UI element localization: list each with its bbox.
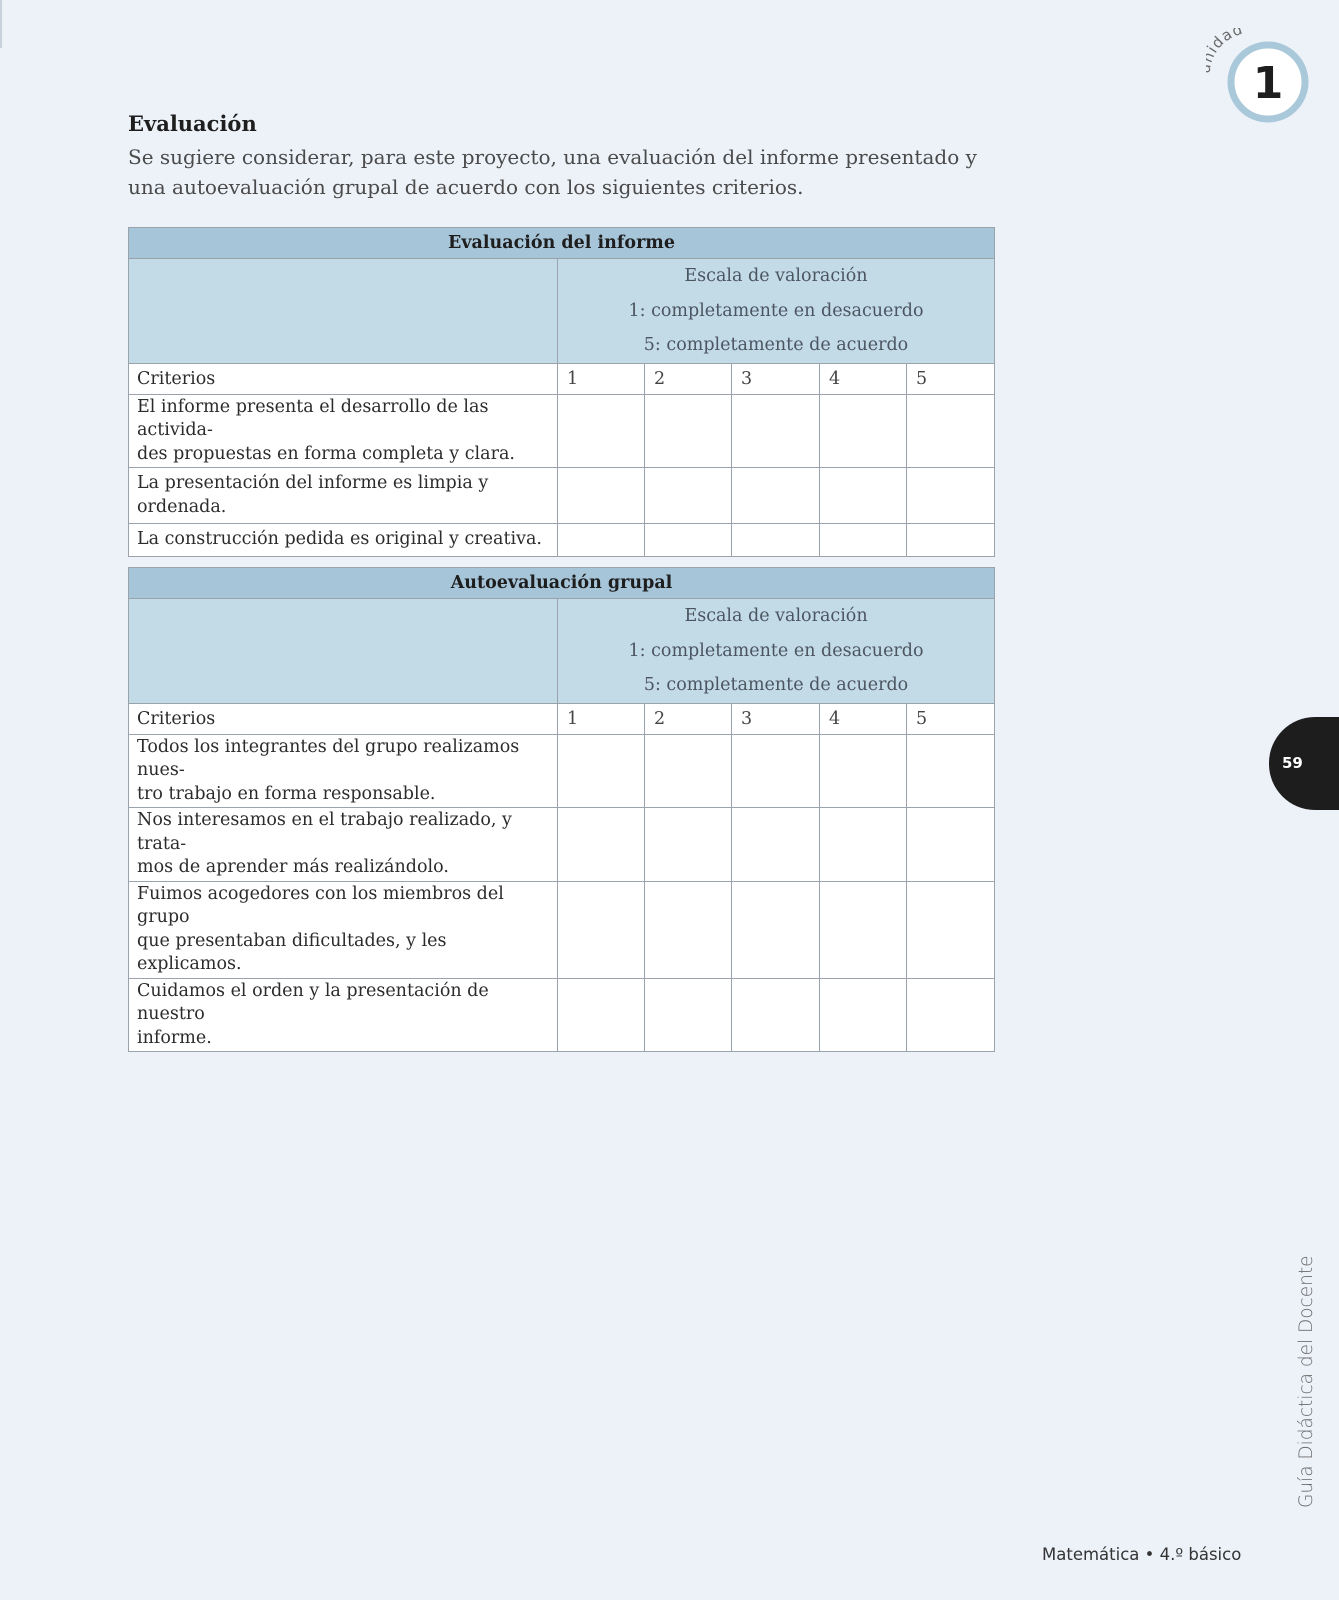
criterion-text: La presentación del informe es limpia y ordenada.	[129, 468, 558, 524]
table-row	[129, 468, 995, 524]
criterion-text: Todos los integrantes del grupo realizamos nues- tro trabajo en forma responsable.	[129, 734, 558, 808]
rating-cell[interactable]	[820, 881, 907, 978]
rating-cell[interactable]	[645, 524, 732, 557]
rating-cell[interactable]	[732, 468, 820, 524]
rating-cell[interactable]	[820, 808, 907, 882]
rating-cell[interactable]	[558, 468, 645, 524]
table-row	[129, 978, 995, 1052]
rating-cell[interactable]	[558, 808, 645, 882]
rating-cell[interactable]	[558, 881, 645, 978]
rating-cell[interactable]	[558, 978, 645, 1052]
unit-badge	[1206, 28, 1316, 128]
criterion-text: Cuidamos el orden y la presentación de nuestro informe.	[129, 978, 558, 1052]
rating-cell[interactable]	[645, 468, 732, 524]
rating-cell[interactable]	[820, 394, 907, 468]
scale-title: Escala de valoración	[684, 606, 868, 626]
criteria-header: Criterios	[129, 703, 558, 734]
rating-cell[interactable]	[732, 394, 820, 468]
scale-value-header: 2	[645, 703, 732, 734]
rating-cell[interactable]	[645, 394, 732, 468]
page-number: 59	[1282, 754, 1303, 772]
report-evaluation-table	[128, 227, 995, 557]
scale-value-header: 5	[907, 703, 995, 734]
table-row	[129, 394, 995, 468]
rating-cell[interactable]	[732, 978, 820, 1052]
rating-cell[interactable]	[558, 734, 645, 808]
rating-cell[interactable]	[907, 978, 995, 1052]
rating-cell[interactable]	[907, 394, 995, 468]
table-title: Autoevaluación grupal	[129, 568, 995, 599]
table-title-row	[129, 568, 995, 599]
footer-text: Matemática • 4.º básico	[1042, 1545, 1242, 1564]
scale-value-header: 5	[907, 363, 995, 394]
table-row	[129, 734, 995, 808]
table-row	[129, 524, 995, 557]
scale-low-label: 1: completamente en desacuerdo	[628, 300, 924, 321]
rating-cell[interactable]	[820, 734, 907, 808]
rating-cell[interactable]	[558, 524, 645, 557]
table-row	[129, 881, 995, 978]
criteria-header-row	[129, 703, 995, 734]
rating-cell[interactable]	[820, 978, 907, 1052]
page-number-tab	[1269, 717, 1339, 810]
scale-value-header: 4	[820, 363, 907, 394]
scale-legend	[558, 259, 995, 364]
unit-number: 1	[1252, 58, 1284, 109]
rating-cell[interactable]	[907, 881, 995, 978]
criteria-header-row	[129, 363, 995, 394]
scale-row	[129, 599, 995, 704]
criterion-text: La construcción pedida es original y creativa.	[129, 524, 558, 557]
rating-cell[interactable]	[907, 524, 995, 557]
scale-value-header: 3	[732, 363, 820, 394]
criteria-header: Criterios	[129, 363, 558, 394]
group-self-evaluation-table	[128, 567, 995, 1052]
rating-cell[interactable]	[558, 394, 645, 468]
scale-value-header: 1	[558, 703, 645, 734]
table-row	[129, 808, 995, 882]
rating-cell[interactable]	[820, 524, 907, 557]
criterion-text: Fuimos acogedores con los miembros del grupo que presentaban dificultades, y les explicamos.	[129, 881, 558, 978]
rating-cell[interactable]	[907, 734, 995, 808]
page-edge	[0, 0, 2, 48]
table-title: Evaluación del informe	[129, 228, 995, 259]
rating-cell[interactable]	[820, 468, 907, 524]
scale-high-label: 5: completamente de acuerdo	[643, 675, 909, 695]
rating-cell[interactable]	[907, 808, 995, 882]
rating-cell[interactable]	[645, 734, 732, 808]
scale-blank-cell	[129, 259, 558, 364]
table-title-row	[129, 228, 995, 259]
scale-value-header: 3	[732, 703, 820, 734]
scale-high-label: 5: completamente de acuerdo	[643, 335, 909, 355]
scale-blank-cell	[129, 599, 558, 704]
rating-cell[interactable]	[732, 808, 820, 882]
rating-cell[interactable]	[645, 978, 732, 1052]
scale-legend	[558, 599, 995, 704]
scale-row	[129, 259, 995, 364]
rating-cell[interactable]	[645, 881, 732, 978]
intro-paragraph: Se sugiere considerar, para este proyecto, una evaluación del informe presentado y una autoevaluación grupal de acuerdo con los siguientes criterios.	[128, 145, 977, 199]
rating-cell[interactable]	[645, 808, 732, 882]
side-title: Guía Didáctica del Docente	[1296, 1255, 1317, 1508]
section-heading: Evaluación	[128, 111, 257, 136]
scale-title: Escala de valoración	[684, 266, 868, 286]
criterion-text: Nos interesamos en el trabajo realizado, y trata- mos de aprender más realizándolo.	[129, 808, 558, 882]
rating-cell[interactable]	[732, 881, 820, 978]
scale-value-header: 4	[820, 703, 907, 734]
rating-cell[interactable]	[732, 734, 820, 808]
scale-value-header: 1	[558, 363, 645, 394]
scale-low-label: 1: completamente en desacuerdo	[628, 640, 924, 661]
criterion-text: El informe presenta el desarrollo de las activida- des propuestas en forma completa y clara.	[129, 394, 558, 468]
unit-badge-graphic	[1206, 28, 1316, 128]
rating-cell[interactable]	[907, 468, 995, 524]
unit-label: dad	[1207, 28, 1246, 53]
rating-cell[interactable]	[732, 524, 820, 557]
scale-value-header: 2	[645, 363, 732, 394]
